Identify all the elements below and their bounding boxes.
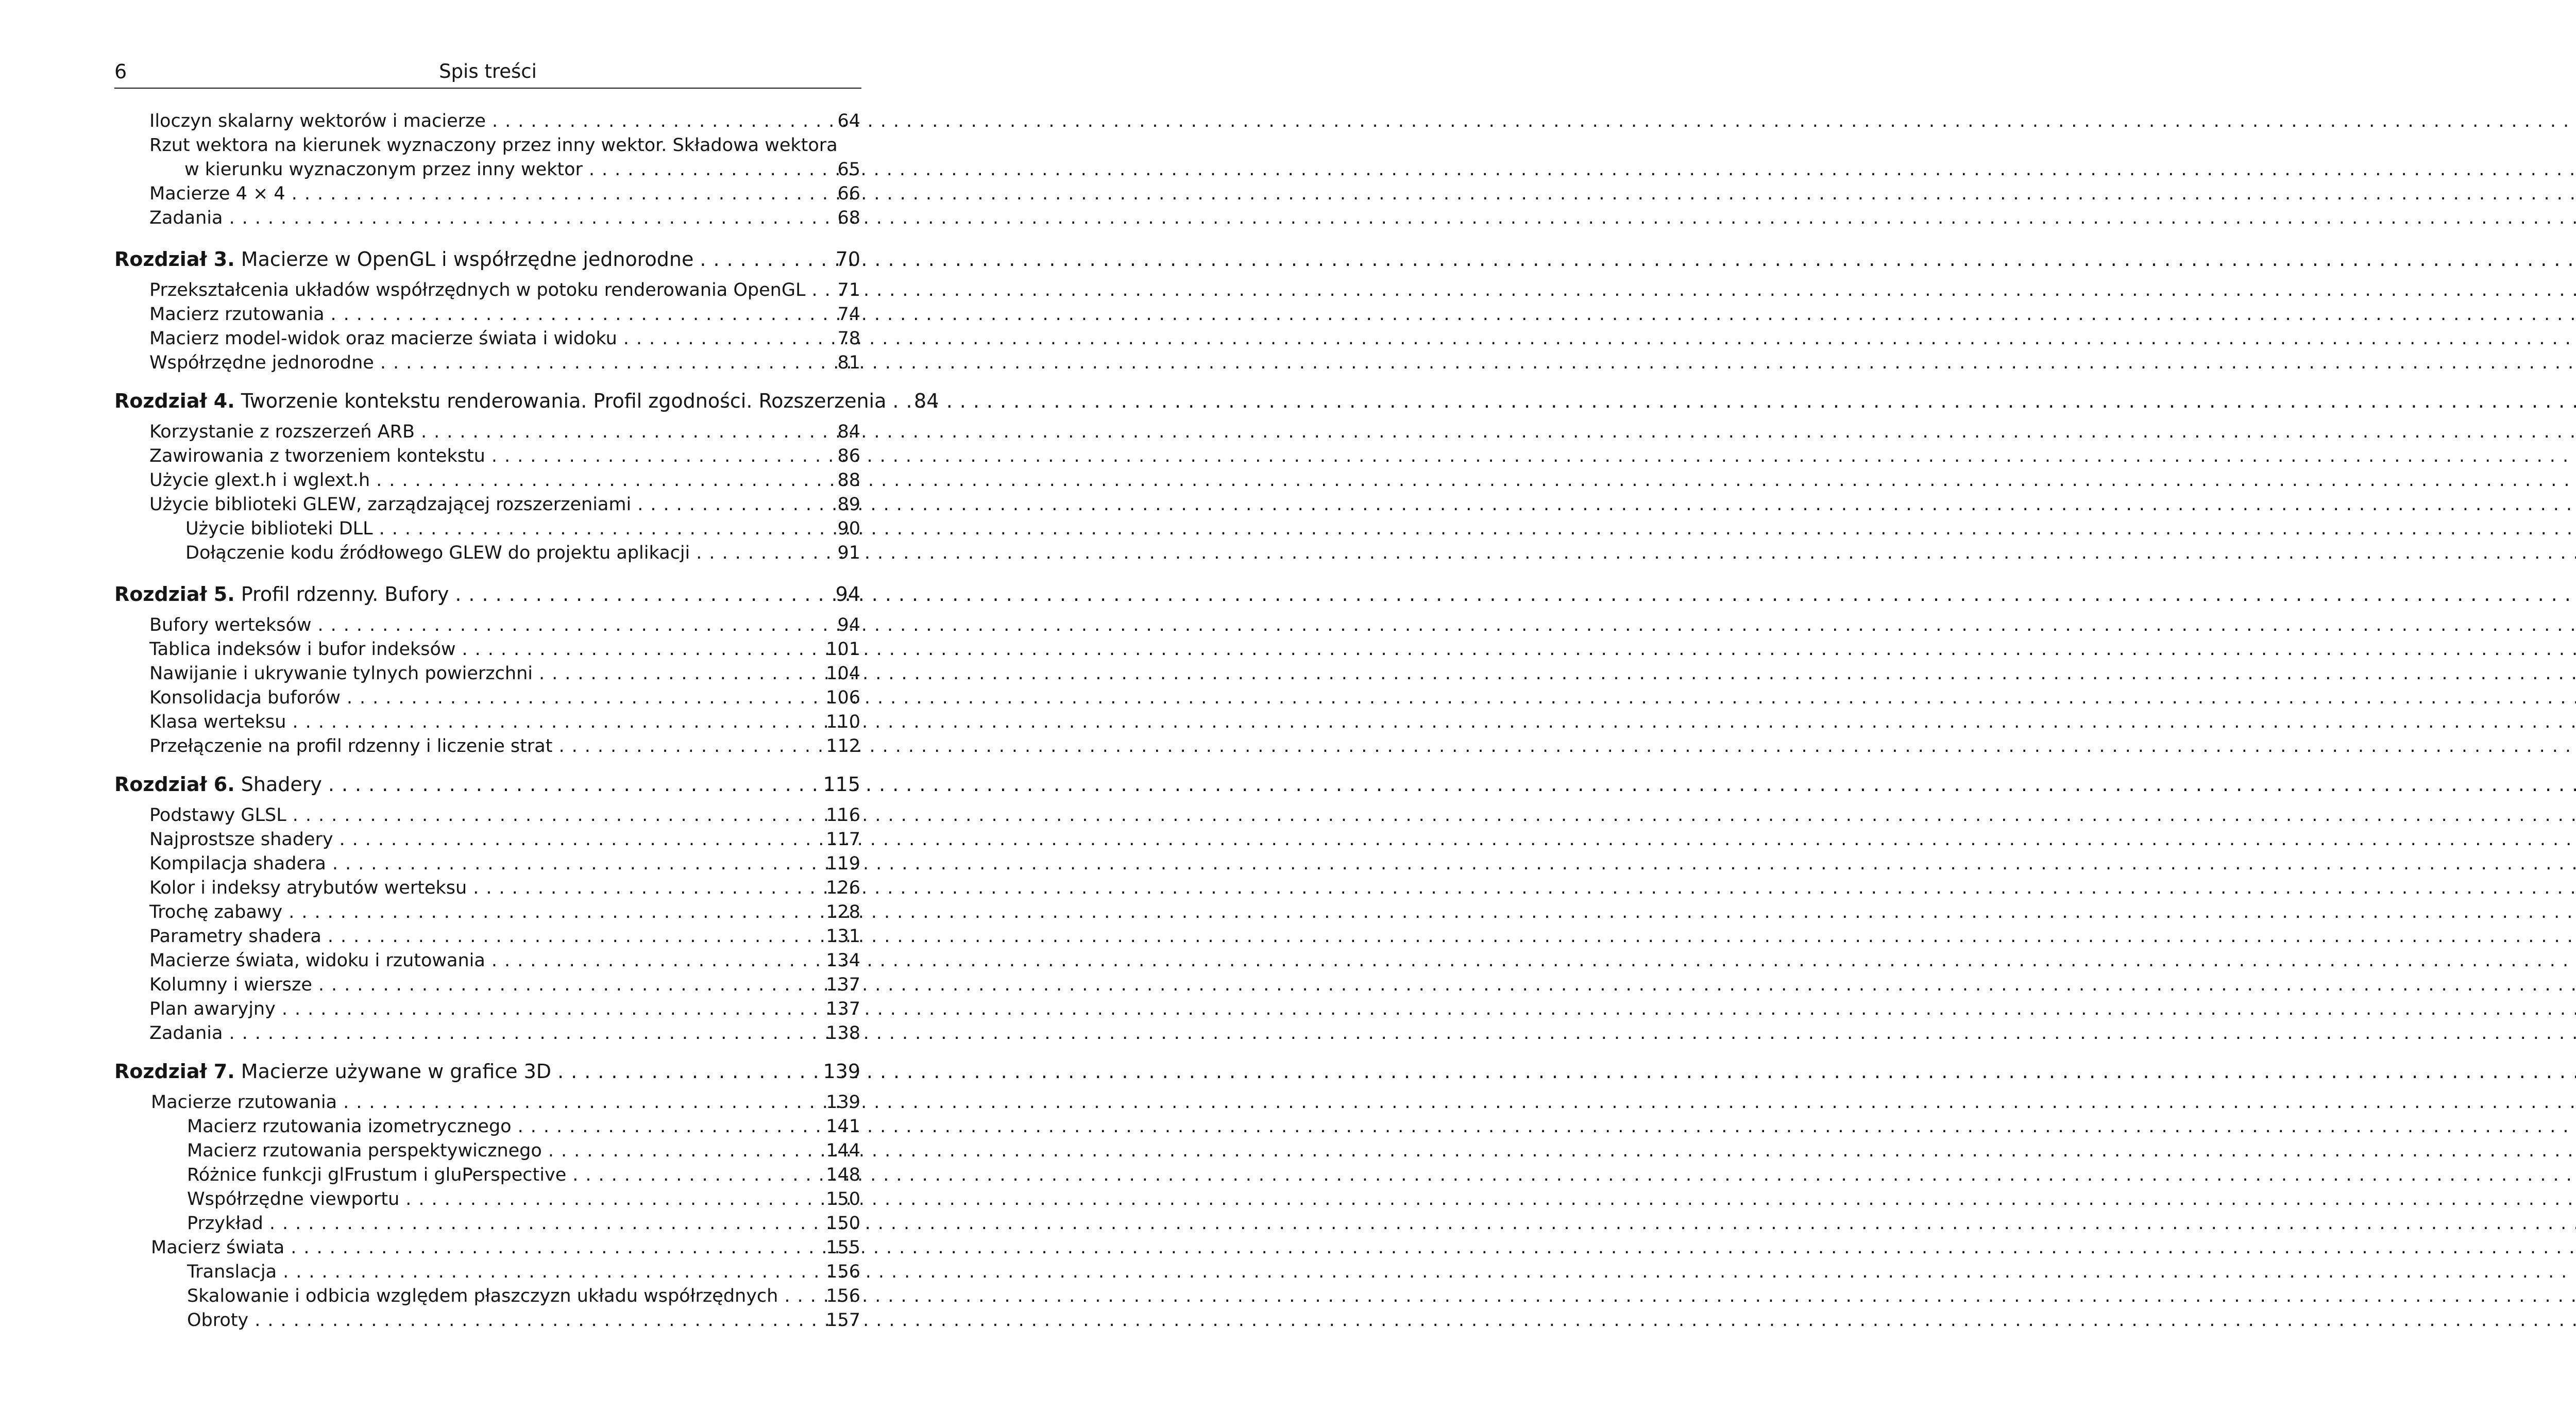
toc-entry-page: 90 [837, 518, 860, 539]
chapter-heading[interactable] [114, 248, 860, 271]
toc-entry-page: 155 [826, 1237, 860, 1258]
toc-entry-title: Macierze 4 × 4 [149, 183, 285, 204]
toc-entry-title: Kolor i indeksy atrybutów werteksu [149, 878, 467, 898]
chapter-heading[interactable] [114, 773, 860, 796]
leader-dots [557, 1060, 818, 1083]
toc-entry[interactable] [149, 446, 860, 466]
toc-entry[interactable] [149, 470, 860, 491]
toc-subentry[interactable] [187, 1286, 860, 1306]
toc-entry-title: Współrzędne viewportu [187, 1189, 400, 1210]
toc-entry-page: 156 [826, 1286, 860, 1306]
toc-entry-title: Użycie glext.h i wglext.h [149, 470, 370, 491]
leader-dots [255, 1310, 821, 1331]
toc-entry[interactable] [149, 280, 860, 300]
toc-entry[interactable] [149, 902, 860, 922]
chapter-heading[interactable] [114, 390, 939, 412]
chapter-heading[interactable] [114, 1060, 860, 1083]
toc-subentry[interactable] [187, 1310, 860, 1331]
toc-entry[interactable] [149, 208, 860, 228]
leader-dots [421, 422, 824, 442]
running-head: Spis treści [439, 60, 537, 82]
toc-entry-title: Konsolidacja buforów [149, 687, 341, 708]
leader-dots [328, 773, 818, 796]
toc-entry-page: 81 [837, 352, 860, 373]
chapter-label: Rozdział 7. [114, 1060, 235, 1083]
chapter-title: Shadery [241, 773, 322, 796]
toc-entry-page: 71 [837, 280, 860, 300]
toc-entry-page: 106 [826, 687, 860, 708]
toc-subentry[interactable] [187, 1165, 860, 1185]
toc-entry[interactable] [149, 950, 860, 971]
toc-entry-title: Kolumny i wiersze [149, 975, 312, 995]
toc-entry-title: Dołączenie kodu źródłowego GLEW do projektu aplikacji [185, 543, 690, 563]
leader-dots [291, 1237, 821, 1258]
toc-entry-page: 65 [837, 159, 860, 180]
leader-dots [328, 926, 821, 947]
leader-dots [696, 543, 824, 563]
toc-entry[interactable] [149, 183, 860, 204]
toc-entry-title: Użycie biblioteki GLEW, zarządzającej rozszerzeniami [149, 494, 632, 515]
toc-entry-page: 117 [826, 829, 860, 850]
toc-entry-title: Użycie biblioteki DLL [185, 518, 373, 539]
leader-dots [293, 805, 821, 826]
toc-entry-page: 150 [826, 1213, 860, 1234]
toc-subentry[interactable] [187, 1189, 860, 1210]
toc-entry-page: 74 [837, 304, 860, 325]
page-header [114, 56, 861, 89]
leader-dots [462, 639, 821, 660]
leader-dots [380, 352, 824, 373]
toc-entry-page: 137 [826, 999, 860, 1019]
leader-dots [376, 470, 824, 491]
toc-entry-page: 141 [826, 1116, 860, 1137]
toc-entry-title: Macierz rzutowania perspektywicznego [187, 1140, 542, 1161]
toc-page [0, 0, 939, 1411]
toc-entry[interactable] [149, 805, 860, 826]
leader-dots [347, 687, 821, 708]
leader-dots [492, 446, 824, 466]
toc-entry-page: 110 [826, 712, 860, 732]
toc-entry-page: 112 [826, 736, 860, 757]
toc-entry-title: Obroty [187, 1310, 249, 1331]
toc-entry-title: w kierunku wyznaczonym przez inny wektor [184, 159, 583, 180]
leader-dots [572, 1165, 821, 1185]
toc-entry-title: Różnice funkcji glFrustum i gluPerspective [187, 1165, 567, 1185]
chapter-heading[interactable] [114, 583, 860, 606]
toc-entry-page: 86 [837, 446, 860, 466]
leader-dots [405, 1189, 821, 1210]
chapter-page: 139 [823, 1060, 860, 1083]
toc-entry-title: Klasa werteksu [149, 712, 286, 732]
leader-dots [892, 390, 903, 412]
chapter-label: Rozdział 6. [114, 773, 235, 796]
toc-entry[interactable] [149, 639, 860, 660]
toc-entry[interactable] [149, 615, 860, 635]
toc-entry-title: Zadania [149, 1023, 223, 1044]
leader-dots [455, 583, 824, 606]
toc-entry-title: Zadania [149, 208, 223, 228]
toc-entry-title: Plan awaryjny [149, 999, 276, 1019]
toc-entry[interactable] [149, 999, 860, 1019]
toc-entry[interactable] [149, 687, 860, 708]
leader-dots [331, 304, 824, 325]
toc-entry-page: 144 [826, 1140, 860, 1161]
toc-entry-title: Macierz rzutowania [149, 304, 325, 325]
toc-entry-page: 148 [826, 1165, 860, 1185]
chapter-label: Rozdział 5. [114, 583, 235, 606]
leader-dots [343, 1092, 821, 1113]
toc-entry[interactable] [149, 352, 860, 373]
leader-dots [283, 1262, 821, 1282]
leader-dots [589, 159, 824, 180]
leader-dots [539, 663, 821, 684]
toc-entry-page: 89 [837, 494, 860, 515]
leader-dots [282, 999, 821, 1019]
leader-dots [318, 615, 824, 635]
toc-entry-title: Tablica indeksów i bufor indeksów [149, 639, 456, 660]
leader-dots [292, 183, 824, 204]
leader-dots [811, 280, 824, 300]
leader-dots [548, 1140, 821, 1161]
toc-entry-title: Przekształcenia układów współrzędnych w potoku renderowania OpenGL [149, 280, 806, 300]
leader-dots [269, 1213, 821, 1234]
leader-dots [518, 1116, 821, 1137]
chapter-page: 115 [823, 773, 860, 796]
chapter-page: 94 [835, 583, 860, 606]
toc-entry-page: 68 [837, 208, 860, 228]
toc-entry-page: 126 [826, 878, 860, 898]
toc-entry[interactable] [149, 422, 860, 442]
leader-dots [492, 950, 821, 971]
toc-entry-title: Najprostsze shadery [149, 829, 333, 850]
toc-entry-page: 157 [826, 1310, 860, 1331]
toc-entry-page: 128 [826, 902, 860, 922]
toc-entry-title: Korzystanie z rozszerzeń ARB [149, 422, 415, 442]
toc-entry-title: Parametry shadera [149, 926, 321, 947]
toc-entry-page: 119 [826, 853, 860, 874]
toc-entry-page: 101 [826, 639, 860, 660]
toc-entry[interactable] [149, 975, 860, 995]
chapter-title: Tworzenie kontekstu renderowania. Profil zgodności. Rozszerzenia [241, 390, 887, 412]
toc-entry[interactable] [149, 926, 860, 947]
toc-entry[interactable] [149, 878, 860, 898]
toc-entry[interactable] [149, 328, 860, 349]
toc-entry-page: 78 [837, 328, 860, 349]
leader-dots [340, 829, 821, 850]
toc-entry[interactable] [149, 1023, 860, 1044]
toc-entry-page: 94 [837, 615, 860, 635]
toc-entry-page: 84 [837, 422, 860, 442]
chapter-page: 70 [835, 248, 860, 271]
toc-entry[interactable] [151, 1237, 860, 1258]
leader-dots [379, 518, 824, 539]
toc-entry-title: Przykład [187, 1213, 263, 1234]
toc-entry-title: Macierze świata, widoku i rzutowania [149, 950, 485, 971]
toc-entry-title: Bufory werteksów [149, 615, 312, 635]
chapter-label: Rozdział 4. [114, 390, 235, 412]
toc-entry-title: Kompilacja shadera [149, 853, 326, 874]
leader-dots [289, 902, 821, 922]
chapter-label: Rozdział 3. [114, 248, 235, 271]
toc-entry-page: 116 [826, 805, 860, 826]
chapter-title: Macierze w OpenGL i współrzędne jednorodne [241, 248, 694, 271]
toc-subentry[interactable] [187, 1262, 860, 1282]
toc-entry-title: Podstawy GLSL [149, 805, 286, 826]
toc-entry-title: Macierz świata [151, 1237, 285, 1258]
toc-subentry[interactable] [185, 518, 860, 539]
chapter-title: Macierze używane w grafice 3D [241, 1060, 552, 1083]
toc-entry-page: 64 [837, 111, 860, 131]
toc-subentry[interactable] [185, 543, 860, 563]
leader-dots [332, 853, 821, 874]
toc-entry[interactable] [149, 663, 860, 684]
toc-entry[interactable] [149, 736, 860, 757]
toc-entry[interactable] [151, 1092, 860, 1113]
toc-entry-title: Nawijanie i ukrywanie tylnych powierzchni [149, 663, 533, 684]
toc-entry-page: 91 [837, 543, 860, 563]
toc-entry[interactable] [149, 853, 860, 874]
leader-dots [229, 208, 824, 228]
toc-entry-title: Przełączenie na profil rdzenny i liczenie strat [149, 736, 553, 757]
leader-dots [473, 878, 821, 898]
toc-entry-page: 134 [826, 950, 860, 971]
toc-entry-title: Macierze rzutowania [151, 1092, 337, 1113]
toc-entry[interactable] [184, 159, 860, 180]
leader-dots [229, 1023, 821, 1044]
toc-entry-title: Macierz rzutowania izometrycznego [187, 1116, 512, 1137]
leader-dots [292, 712, 821, 732]
toc-entry[interactable] [149, 111, 860, 131]
chapter-title: Profil rdzenny. Bufory [241, 583, 449, 606]
toc-entry-page: 88 [837, 470, 860, 491]
toc-entry[interactable] [149, 494, 860, 515]
toc-entry-title: Translacja [187, 1262, 277, 1282]
leader-dots [784, 1286, 821, 1306]
toc-entry-title: Iloczyn skalarny wektorów i macierze [149, 111, 486, 131]
toc-entry-title: Trochę zabawy [149, 902, 283, 922]
toc-entry-page: 138 [826, 1023, 860, 1044]
toc-entry-title: Współrzędne jednorodne [149, 352, 374, 373]
toc-entry-title: Macierz model-widok oraz macierze świata i widoku [149, 328, 617, 349]
toc-entry-title-line1[interactable]: Rzut wektora na kierunek wyznaczony przez inny wektor. Składowa wektora [149, 135, 838, 156]
leader-dots [492, 111, 824, 131]
chapter-page: 84 [914, 390, 939, 412]
toc-entry-page: 139 [826, 1092, 860, 1113]
toc-entry-page: 104 [826, 663, 860, 684]
leader-dots [558, 736, 821, 757]
toc-entry-page: 131 [826, 926, 860, 947]
toc-entry-page: 66 [837, 183, 860, 204]
leader-dots [700, 248, 824, 271]
page-number: 6 [114, 60, 127, 83]
toc-entry-page: 156 [826, 1262, 860, 1282]
toc-subentry[interactable] [187, 1116, 860, 1137]
leader-dots [637, 494, 824, 515]
toc-entry[interactable] [149, 829, 860, 850]
toc-entry-title: Skalowanie i odbicia względem płaszczyzn układu współrzędnych [187, 1286, 778, 1306]
leader-dots [318, 975, 821, 995]
toc-subentry[interactable] [187, 1140, 860, 1161]
toc-subentry[interactable] [187, 1213, 860, 1234]
toc-entry-page: 137 [826, 975, 860, 995]
toc-entry-title: Zawirowania z tworzeniem kontekstu [149, 446, 485, 466]
toc-entry-page: 150 [826, 1189, 860, 1210]
toc-entry[interactable] [149, 304, 860, 325]
leader-dots [623, 328, 824, 349]
toc-entry[interactable] [149, 712, 860, 732]
